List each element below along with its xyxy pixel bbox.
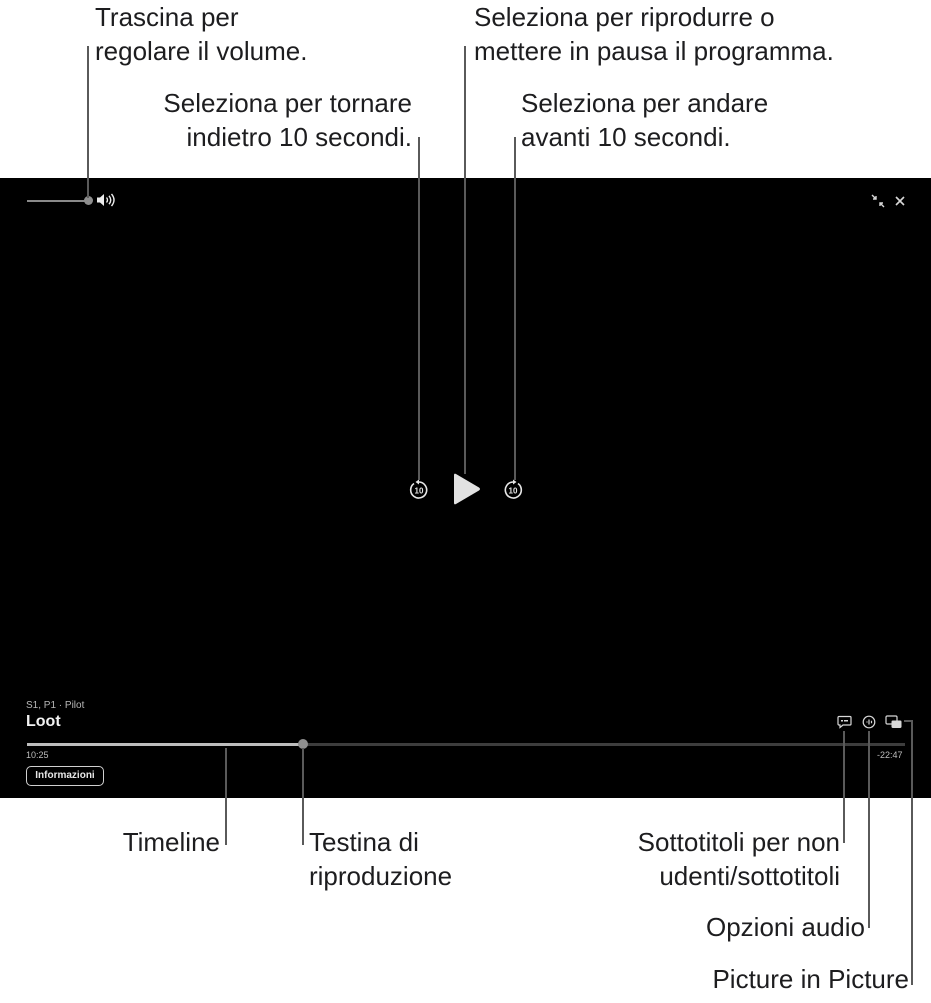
shrink-icon[interactable] — [871, 194, 885, 208]
callout-timeline: Timeline — [122, 827, 220, 857]
callout-skip-forward: Seleziona per andare avanti 10 secondi. — [521, 88, 769, 152]
skip-back-10-icon[interactable] — [408, 479, 430, 501]
leader-pip — [911, 720, 913, 985]
leader-skip-forward — [514, 137, 516, 480]
subtitles-icon[interactable] — [837, 715, 852, 729]
info-button[interactable]: Informazioni — [26, 766, 104, 786]
leader-skip-back — [418, 137, 420, 480]
leader-volume — [87, 46, 89, 198]
callout-subtitles: Sottotitoli per non udenti/sottotitoli — [637, 827, 840, 891]
callout-playhead: Testina di riproduzione — [309, 827, 453, 891]
leader-audio — [868, 731, 870, 928]
callout-volume: Trascina per regolare il volume. — [95, 2, 308, 66]
leader-subtitles — [843, 731, 845, 843]
play-icon[interactable] — [451, 472, 481, 506]
show-title: Loot — [26, 713, 61, 730]
callout-skip-back: Seleziona per tornare indietro 10 secondi. — [163, 88, 412, 152]
svg-text:10: 10 — [414, 486, 424, 496]
audio-options-icon[interactable] — [862, 715, 876, 729]
leader-play — [464, 46, 466, 474]
episode-label: S1, P1 · Pilot — [26, 700, 85, 711]
picture-in-picture-icon[interactable] — [885, 715, 903, 729]
callout-audio-options: Opzioni audio — [706, 912, 865, 942]
svg-text:10: 10 — [508, 486, 518, 496]
timeline-progress — [27, 743, 303, 746]
speaker-wave-icon[interactable] — [96, 193, 118, 207]
leader-pip-tick — [904, 720, 913, 722]
callout-pip: Picture in Picture — [712, 964, 909, 994]
leader-playhead — [302, 748, 304, 845]
elapsed-time: 10:25 — [26, 750, 49, 760]
callout-play-pause: Seleziona per riprodurre o mettere in pausa il programma. — [474, 2, 834, 66]
skip-forward-10-icon[interactable] — [502, 479, 524, 501]
volume-slider-track[interactable] — [27, 200, 87, 202]
close-icon[interactable] — [894, 195, 906, 207]
remaining-time: -22:47 — [877, 750, 903, 760]
leader-timeline — [225, 748, 227, 845]
